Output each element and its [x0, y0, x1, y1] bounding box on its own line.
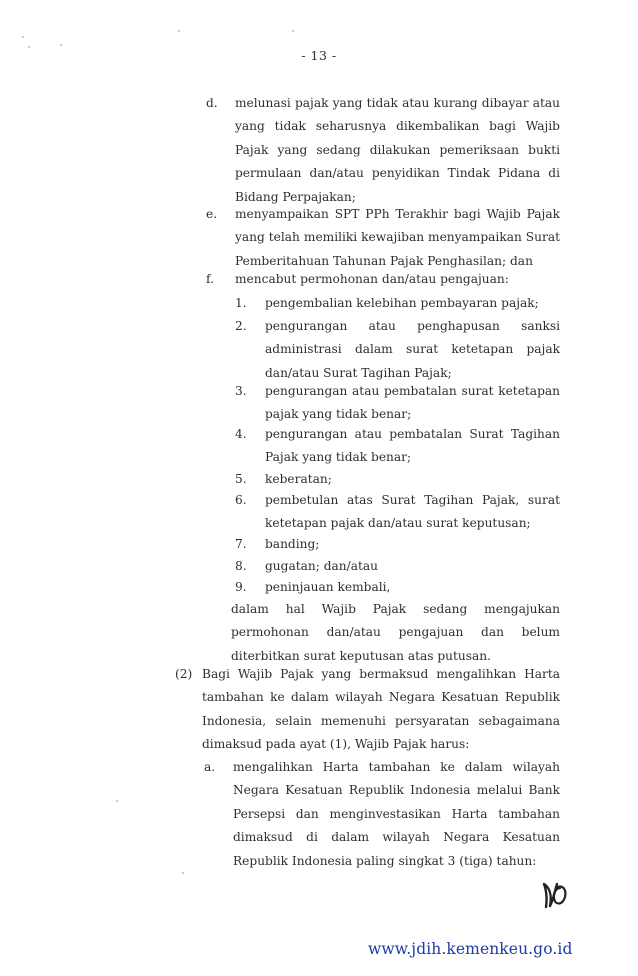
- list-item-e: [206, 203, 560, 273]
- text-line: peninjauan kembali,: [265, 580, 391, 594]
- item-label: d.: [206, 96, 218, 110]
- text-line: diterbitkan surat keputusan atas putusan.: [231, 648, 492, 663]
- text-line: pengurangan atau pembatalan surat ketetapan: [265, 384, 560, 398]
- text-line: gugatan; dan/atau: [265, 559, 379, 573]
- text-line: dalam hal Wajib Pajak sedang mengajukan: [231, 602, 560, 616]
- page-number: - 13 -: [301, 48, 337, 63]
- text-line: permohonan dan/atau pengajuan dan belum: [231, 625, 560, 640]
- text-line: permulaan dan/atau penyidikan Tindak Pidana di: [235, 166, 560, 181]
- text-line: Pajak yang tidak benar;: [265, 450, 412, 465]
- sub-item-label: 5.: [235, 472, 247, 486]
- text-line: tambahan ke dalam wilayah Negara Kesatuan Republik: [202, 690, 560, 705]
- text-line: melunasi pajak yang tidak atau kurang dibayar atau: [235, 96, 560, 110]
- text-line: Persepsi dan menginvestasikan Harta tambahan: [233, 806, 560, 821]
- text-line: pembetulan atas Surat Tagihan Pajak, surat: [265, 493, 560, 507]
- text-line: Republik Indonesia paling singkat 3 (tiga) tahun:: [233, 853, 537, 868]
- footer-url-link[interactable]: www.jdih.kemenkeu.go.id: [368, 940, 573, 958]
- sub-item-label: 4.: [235, 427, 247, 441]
- text-line: mencabut permohonan dan/atau pengajuan:: [235, 272, 509, 286]
- text-line: Indonesia, selain memenuhi persyaratan sebagaimana: [202, 713, 560, 728]
- sub-item-3: [235, 380, 560, 427]
- item-label: f.: [206, 272, 214, 286]
- text-line: dimaksud di dalam wilayah Negara Kesatuan: [233, 830, 560, 845]
- text-line: pengembalian kelebihan pembayaran pajak;: [265, 296, 539, 310]
- text-line: dan/atau Surat Tagihan Pajak;: [265, 365, 452, 380]
- text-line: administrasi dalam surat ketetapan pajak: [265, 342, 560, 357]
- item-f-closing: [231, 598, 560, 668]
- sub-item-label: 1.: [235, 296, 247, 310]
- text-line: dimaksud pada ayat (1), Wajib Pajak harus:: [202, 737, 470, 752]
- paragraph-2: [175, 663, 560, 757]
- sub-item-7: [235, 533, 560, 556]
- sub-item-label: 9.: [235, 580, 247, 594]
- sub-item-label: a.: [204, 760, 216, 774]
- text-line: keberatan;: [265, 472, 332, 486]
- text-line: banding;: [265, 537, 320, 551]
- sub-item-5: [235, 468, 560, 491]
- sub-item-6: [235, 489, 560, 536]
- text-line: Bidang Perpajakan;: [235, 189, 356, 204]
- text-line: pengurangan atau penghapusan sanksi: [265, 319, 560, 333]
- text-line: pajak yang tidak benar;: [265, 407, 412, 422]
- sub-item-1: [235, 292, 560, 315]
- text-line: yang tidak seharusnya dikembalikan bagi Wajib: [235, 119, 560, 134]
- text-line: yang telah memiliki kewajiban menyampaikan Surat: [235, 230, 560, 245]
- handwritten-initial-signature: [538, 876, 568, 914]
- text-line: Bagi Wajib Pajak yang bermaksud mengalihkan Harta: [202, 667, 560, 681]
- sub-item-4: [235, 423, 560, 470]
- text-line: Pemberitahuan Tahunan Pajak Penghasilan; dan: [235, 253, 533, 268]
- text-line: mengalihkan Harta tambahan ke dalam wilayah: [233, 760, 560, 774]
- text-line: Pajak yang sedang dilakukan pemeriksaan bukti: [235, 142, 560, 157]
- paragraph-2-item-a: [204, 756, 560, 873]
- sub-item-2: [235, 315, 560, 385]
- list-item-d: [206, 92, 560, 209]
- text-line: Negara Kesatuan Republik Indonesia melalui Bank: [233, 783, 560, 798]
- item-label: e.: [206, 207, 218, 221]
- text-line: menyampaikan SPT PPh Terakhir bagi Wajib Pajak: [235, 207, 560, 221]
- sub-item-label: 3.: [235, 384, 247, 398]
- paragraph-label: (2): [175, 667, 193, 681]
- sub-item-8: [235, 555, 560, 578]
- sub-item-label: 2.: [235, 319, 247, 333]
- sub-item-label: 7.: [235, 537, 247, 551]
- sub-item-9: [235, 576, 560, 599]
- text-line: pengurangan atau pembatalan Surat Tagihan: [265, 427, 560, 441]
- text-line: ketetapan pajak dan/atau surat keputusan;: [265, 516, 531, 531]
- sub-item-label: 8.: [235, 559, 247, 573]
- list-item-f: [206, 268, 560, 291]
- sub-item-label: 6.: [235, 493, 247, 507]
